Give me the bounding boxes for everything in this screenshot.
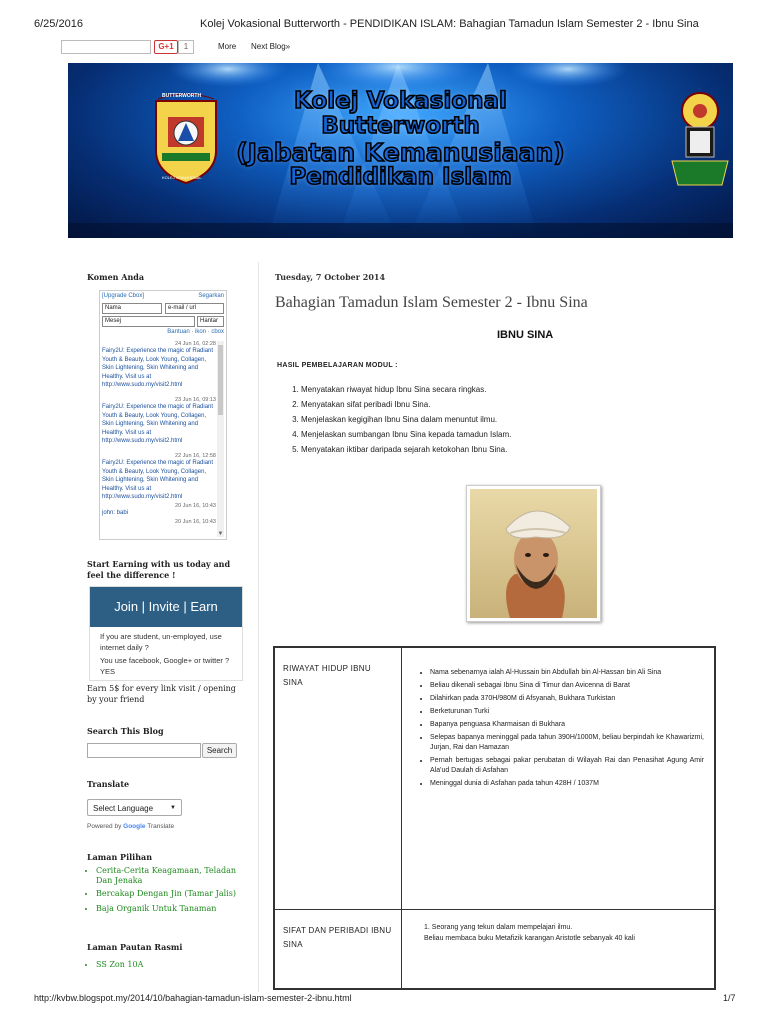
search-button[interactable]: Search (202, 743, 237, 758)
riwayat-item: • Beliau dikenali sebagai Ibnu Sina di Timur dan Avicenna di Barat (430, 681, 704, 691)
cbox-message-date: 20 Jun 16, 10:43 (175, 519, 216, 525)
objective-item: 2. Menyatakan sifat peribadi Ibnu Sina. (301, 400, 721, 409)
earn-promo-line1: If you are student, un-employed, use internet daily ? (100, 632, 222, 652)
riwayat-bullets (402, 668, 704, 789)
komen-heading: Komen Anda (87, 272, 145, 282)
riwayat-item: • Nama sebenarnya ialah Al-Hussain bin Abdullah bin Al-Hassan bin Ali Sina (430, 668, 704, 678)
laman-pilihan-link[interactable]: • Cerita-Cerita Keagamaan, Teladan Dan Jenaka (96, 866, 248, 886)
objective-item: 1. Menyatakan riwayat hidup Ibnu Sina secara ringkas. (301, 385, 721, 394)
dropdown-arrow-icon: ▼ (170, 805, 176, 811)
laman-pilihan-list (84, 866, 248, 914)
more-link[interactable]: More (218, 42, 237, 51)
laman-pilihan-link[interactable]: • Bercakap Dengan Jin (Tamar Jalis) (96, 889, 248, 899)
riwayat-item: • Bapanya penguasa Kharmaisan di Bukhara (430, 720, 704, 730)
cbox-name-input[interactable]: Nama (102, 303, 162, 314)
blog-header-banner[interactable] (68, 63, 733, 238)
ibnu-sina-portrait (466, 485, 601, 622)
earn-heading: Start Earning with us today and feel the difference ! (87, 559, 231, 580)
print-date: 6/25/2016 (34, 18, 83, 30)
earn-promo-line3 (90, 677, 242, 681)
crest-bottom-text: KOLEJ VOKASIONAL (162, 175, 202, 180)
powered-suffix: Translate (147, 823, 175, 830)
cbox-message-date: 24 Jun 16, 02:28 (175, 341, 216, 347)
cbox-scrollbar[interactable] (217, 341, 224, 537)
hasil-heading: HASIL PEMBELAJARAN MODUL : (277, 362, 398, 369)
sifat-detail: Beliau membaca buku Metafizik karangan Aristotle sebanyak 40 kali (424, 935, 635, 942)
translate-heading: Translate (87, 779, 130, 789)
blog-search-input[interactable] (87, 743, 201, 758)
laman-pautan-list (84, 960, 248, 969)
banner-title-line1: Kolej Vokasional (294, 88, 507, 114)
search-heading: Search This Blog (87, 726, 164, 736)
earn-promo-line2: You use facebook, Google+ or twitter ? YES (100, 656, 230, 676)
riwayat-item: • Pernah bertugas sebagai pakar perubatan di Wilayah Rai dan Penasihat Agung Amir Ala'ud Daulah di Asfahan (430, 756, 704, 776)
cbox-help-links[interactable]: Bantuan · ikon · cbox (167, 329, 224, 335)
cbox-message-date: 20 Jun 16, 10:43 (175, 503, 216, 509)
cbox-message: john: babi (102, 510, 129, 516)
objective-item: 5. Menyatakan iktibar daripada sejarah ketokohan Ibnu Sina. (301, 445, 721, 454)
sifat-point: 1. Seorang yang tekun dalam mempelajari ilmu. (424, 924, 573, 931)
cbox-message: Fairy2U: Experience the magic of Radiant Youth & Beauty, Look Young, Collagen, Skin Lightening, Skin Whitening and Healthy. Visit us at http://www.sudo.my/visit2.html (102, 460, 214, 500)
cbox-refresh-link[interactable]: Segarkan (198, 293, 224, 299)
google-logo-text: Google (123, 823, 146, 830)
next-blog-link[interactable]: Next Blog» (251, 42, 291, 51)
powered-by-google (87, 823, 174, 830)
cbox-send-button[interactable]: Hantar (197, 316, 224, 327)
table-row-content (402, 648, 714, 910)
crest-top-text: BUTTERWORTH (162, 93, 202, 99)
scroll-down-icon[interactable]: ▼ (217, 531, 224, 537)
print-title: Kolej Vokasional Butterworth - PENDIDIKAN ISLAM: Bahagian Tamadun Islam Semester 2 - Ibnu Sina (200, 18, 699, 30)
cbox-scroll-thumb[interactable] (218, 345, 223, 415)
riwayat-item: • Berketurunan Turki (430, 707, 704, 717)
earn-promo-image[interactable] (89, 586, 243, 681)
ibnu-sina-table (273, 646, 716, 990)
objective-item: 3. Menjelaskan kegigihan Ibnu Sina dalam menuntut ilmu. (301, 415, 721, 424)
navbar-search-input[interactable] (61, 40, 151, 54)
table-row-label: SIFAT DAN PERIBADI IBNU SINA (275, 910, 402, 990)
cbox-message: Fairy2U: Experience the magic of Radiant Youth & Beauty, Look Young, Collagen, Skin Lightening, Skin Whitening and Healthy. Visit us at http://www.sudo.my/visit2.html (102, 404, 214, 444)
cbox-message-date: 22 Jun 16, 12:58 (175, 453, 216, 459)
gplus-button[interactable]: G+1 (154, 40, 178, 54)
earn-promo-tabs: Join | Invite | Earn (90, 587, 242, 627)
cbox-upgrade-link[interactable]: [Upgrade Cbox] (102, 293, 145, 299)
objective-item: 4. Menjelaskan sumbangan Ibnu Sina kepada tamadun Islam. (301, 430, 721, 439)
laman-pilihan-heading: Laman Pilihan (87, 852, 153, 862)
post-subtitle: IBNU SINA (497, 329, 554, 341)
cbox-message-input[interactable]: Mesej (102, 316, 195, 327)
print-page-number: 1/7 (723, 993, 736, 1003)
table-row-content (402, 910, 714, 990)
print-url: http://kvbw.blogspot.my/2014/10/bahagian-tamadun-islam-semester-2-ibnu.html (34, 993, 352, 1003)
cbox-message: Fairy2U: Experience the magic of Radiant Youth & Beauty, Look Young, Collagen, Skin Lightening, Skin Whitening and Healthy. Visit us at http://www.sudo.my/visit2.html (102, 348, 214, 388)
cbox-widget (99, 290, 227, 540)
powered-prefix: Powered by (87, 823, 122, 830)
post-title[interactable]: Bahagian Tamadun Islam Semester 2 - Ibnu Sina (275, 294, 588, 311)
post-date: Tuesday, 7 October 2014 (275, 272, 386, 282)
gplus-count: 1 (178, 40, 194, 54)
language-select-value: Select Language (93, 804, 154, 813)
objectives-list (283, 385, 721, 460)
cbox-message-date: 23 Jun 16, 09:13 (175, 397, 216, 403)
laman-pilihan-link[interactable]: • Baja Organik Untuk Tanaman (96, 904, 248, 914)
riwayat-item: • Selepas bapanya meninggal pada tahun 390H/1000M, beliau berpindah ke Khawarizmi, Jurjan, Rai dan Hamazan (430, 733, 704, 753)
riwayat-item: • Dilahirkan pada 370H/980M di Afsyanah, Bukhara Turkistan (430, 694, 704, 704)
language-select[interactable] (87, 799, 182, 816)
earn-caption: Earn 5$ for every link visit / opening by your friend (87, 684, 236, 704)
banner-title-line4: Pendidikan Islam (289, 164, 512, 190)
banner-title-line3: (Jabatan Kemanusiaan) (236, 138, 565, 167)
laman-pautan-heading: Laman Pautan Rasmi (87, 942, 183, 952)
table-row-label: RIWAYAT HIDUP IBNU SINA (275, 648, 402, 910)
cbox-email-input[interactable]: e-mail / url (165, 303, 224, 314)
column-divider (258, 262, 259, 992)
cbox-message-list (102, 341, 216, 525)
laman-pautan-link[interactable]: • SS Zon 10A (96, 960, 248, 969)
banner-title-line2: Butterworth (321, 113, 480, 139)
portrait-illustration (470, 489, 597, 618)
riwayat-item: • Meninggal dunia di Asfahan pada tahun 428H / 1037M (430, 779, 704, 789)
